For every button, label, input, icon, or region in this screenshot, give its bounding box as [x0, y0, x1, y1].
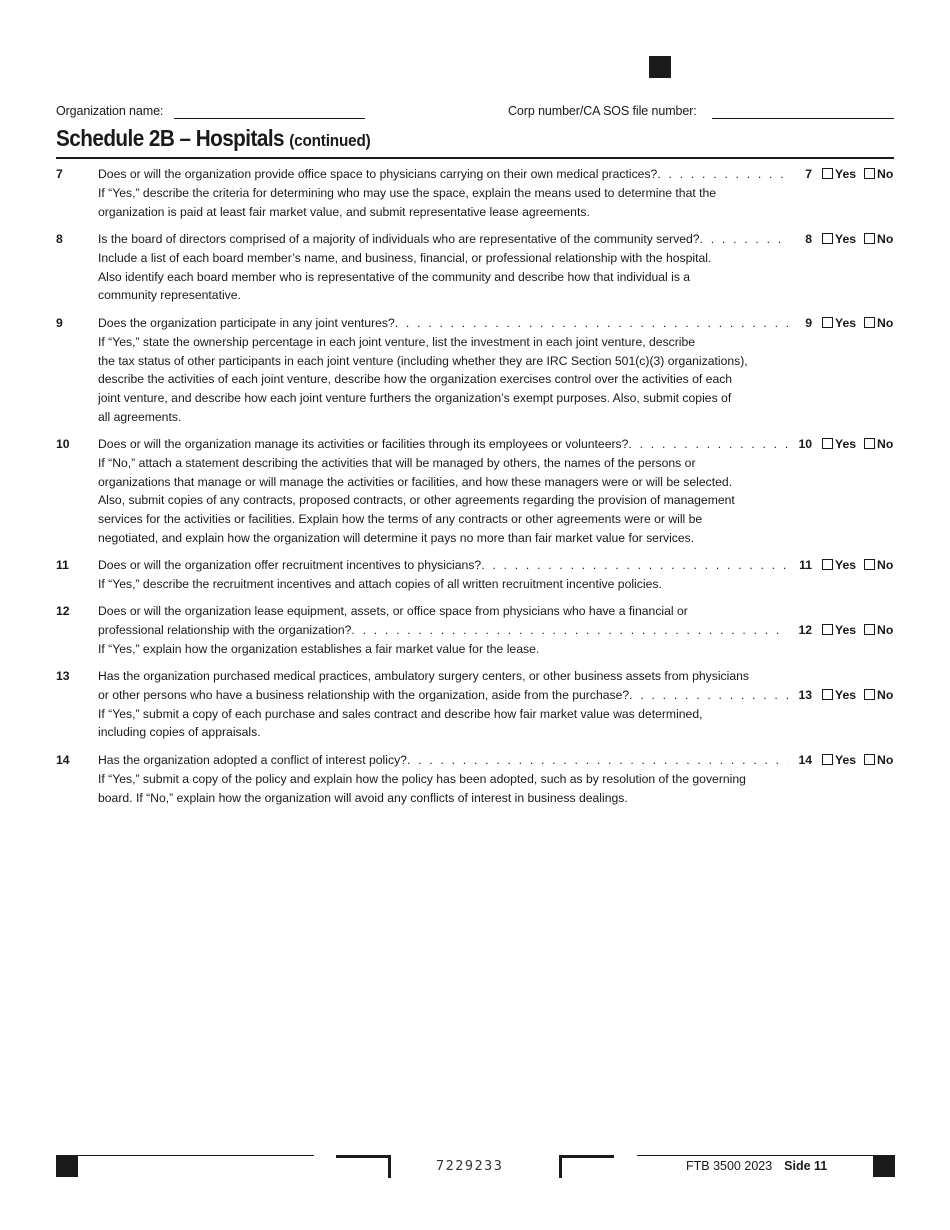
question-line-text: Is the board of directors comprised of a majority of individuals who are representative of the community served?: [98, 232, 700, 246]
yes-checkbox[interactable]: [822, 559, 833, 570]
question-line: [98, 575, 788, 594]
question-line: [98, 640, 788, 659]
question-line: [98, 408, 788, 427]
yes-label: Yes: [835, 558, 857, 572]
question-line: [98, 556, 788, 575]
question-number: 14: [56, 753, 70, 767]
question-line: [98, 621, 788, 640]
yes-checkbox[interactable]: [822, 689, 833, 700]
corner-mark-right: [559, 1155, 614, 1178]
question-number: 7: [56, 167, 63, 181]
question-text: [98, 165, 788, 221]
answer-line-number: 9: [805, 316, 812, 330]
question-number: 9: [56, 316, 63, 330]
yes-label: Yes: [835, 167, 857, 181]
question-line: [98, 751, 788, 770]
yes-checkbox[interactable]: [822, 168, 833, 179]
answer-line-number: 7: [805, 167, 812, 181]
question-line-text: Does or will the organization offer recruitment incentives to physicians?: [98, 558, 482, 572]
org-name-label: Organization name:: [56, 104, 164, 118]
question-text: [98, 230, 788, 305]
answer-group: [784, 435, 894, 454]
no-label: No: [877, 316, 894, 330]
question-line-text: If “Yes,” explain how the organization establishes a fair market value for the lease.: [98, 641, 540, 656]
title-rule: [56, 157, 894, 159]
answer-group: [784, 230, 894, 249]
question-line: [98, 230, 788, 249]
no-label: No: [877, 232, 894, 246]
question-line: [98, 184, 788, 203]
dot-leader: [628, 435, 788, 454]
question-line-text: Also, submit copies of any contracts, proposed contracts, or other agreements regarding the provision of management: [98, 493, 735, 508]
question-line-text: services for the activities or facilities. Explain how the terms of any contracts or other agreements were or will be: [98, 512, 703, 527]
registration-mark-bottom-right: [873, 1155, 895, 1177]
no-label: No: [877, 558, 894, 572]
answer-line-number: 8: [805, 232, 812, 246]
question-line: [98, 723, 788, 742]
question-line: [98, 667, 788, 686]
yes-checkbox[interactable]: [822, 233, 833, 244]
question-line-text: or other persons who have a business relationship with the organization, aside from the purchase?: [98, 687, 630, 702]
yes-label: Yes: [835, 437, 857, 451]
question-line: [98, 529, 788, 548]
question-line: [98, 370, 788, 389]
question-line: [98, 249, 788, 268]
question-line: [98, 286, 788, 305]
question-line-text: Include a list of each board member’s name, and business, financial, or professional relationship with the hospital.: [98, 250, 712, 265]
no-checkbox[interactable]: [864, 233, 875, 244]
dot-leader: [407, 751, 788, 770]
answer-line-number: 14: [798, 753, 812, 767]
answer-group: [784, 686, 894, 705]
registration-mark-bottom-left: [56, 1155, 78, 1177]
no-checkbox[interactable]: [864, 317, 875, 328]
answer-line-number: 11: [799, 558, 812, 572]
question-line-text: If “Yes,” state the ownership percentage in each joint venture, list the investment in each joint venture, describe: [98, 334, 696, 349]
barcode-number: 7229233: [436, 1158, 504, 1174]
question-line-text: If “No,” attach a statement describing the activities that will be managed by others, the names of the persons or: [98, 455, 696, 470]
question-line-text: professional relationship with the organization?: [98, 622, 352, 637]
question-line-text: Does or will the organization provide office space to physicians carrying on their own medical practices?: [98, 167, 658, 181]
form-id-text: FTB 3500 2023: [686, 1159, 773, 1173]
answer-group: [784, 621, 894, 640]
question-line-text: If “Yes,” describe the criteria for determining who may use the space, explain the means used to determine that the: [98, 185, 717, 200]
question-line: [98, 333, 788, 352]
answer-line-number: 10: [798, 437, 812, 451]
question-line: [98, 268, 788, 287]
question-line-text: Has the organization purchased medical practices, ambulatory surgery centers, or other business assets from physicians: [98, 669, 749, 683]
answer-group: [784, 751, 894, 770]
schedule-title: [56, 125, 371, 152]
answer-group: [784, 314, 894, 333]
no-checkbox[interactable]: [864, 689, 875, 700]
question-line: [98, 491, 788, 510]
question-line-text: Also identify each board member who is representative of the community and describe how that individual is a: [98, 269, 691, 284]
question-line-text: Has the organization adopted a conflict of interest policy?: [98, 753, 407, 767]
yes-label: Yes: [835, 753, 857, 767]
question-line-text: describe the activities of each joint venture, describe how the organization exercises control over the activities of each: [98, 372, 733, 387]
schedule-title-text: Schedule 2B – Hospitals: [56, 125, 285, 151]
question-line: [98, 705, 788, 724]
question-text: [98, 751, 788, 807]
side-label: Side 11: [784, 1159, 828, 1173]
yes-checkbox[interactable]: [822, 438, 833, 449]
yes-checkbox[interactable]: [822, 754, 833, 765]
no-checkbox[interactable]: [864, 438, 875, 449]
question-line: [98, 435, 788, 454]
dot-leader: [629, 686, 788, 705]
org-name-field[interactable]: [174, 104, 365, 119]
yes-label: Yes: [835, 622, 857, 637]
question-line: [98, 473, 788, 492]
no-label: No: [877, 622, 894, 637]
question-line-text: If “Yes,” describe the recruitment incentives and attach copies of all written recruitment incentive policies.: [98, 576, 662, 591]
question-line-text: Does the organization participate in any joint ventures?: [98, 316, 395, 330]
question-line-text: joint venture, and describe how each joint venture furthers the organization’s exempt purposes. Also, submit copies of: [98, 391, 732, 406]
answer-line-number: 12: [798, 622, 812, 637]
question-text: [98, 556, 788, 594]
dot-leader: [700, 230, 788, 249]
no-label: No: [877, 753, 894, 767]
question-line-text: board. If “No,” explain how the organization will avoid any conflicts of interest in business dealings.: [98, 790, 628, 805]
question-line-text: organization is paid at least fair market value, and submit representative lease agreements.: [98, 204, 590, 219]
answer-line-number: 13: [798, 687, 812, 702]
question-line-text: If “Yes,” submit a copy of each purchase and sales contract and describe how fair market value was determined,: [98, 706, 703, 721]
question-line: [98, 770, 788, 789]
question-line-text: community representative.: [98, 288, 241, 303]
question-line-text: Does or will the organization lease equipment, assets, or office space from physicians who have a financial or: [98, 604, 688, 618]
dot-leader: [395, 314, 788, 333]
corp-number-field[interactable]: [712, 104, 894, 119]
question-number: 13: [56, 669, 70, 683]
no-checkbox[interactable]: [864, 559, 875, 570]
question-text: [98, 314, 788, 427]
no-label: No: [877, 687, 894, 702]
registration-mark-top: [649, 56, 671, 78]
question-text: [98, 667, 788, 742]
no-checkbox[interactable]: [864, 754, 875, 765]
footer-rule-right: [637, 1155, 873, 1156]
no-label: No: [877, 437, 894, 451]
dot-leader: [657, 165, 788, 184]
answer-group: [784, 165, 894, 184]
corner-mark-left: [336, 1155, 391, 1178]
no-checkbox[interactable]: [864, 168, 875, 179]
question-line: [98, 203, 788, 222]
yes-label: Yes: [835, 232, 857, 246]
question-line: [98, 314, 788, 333]
question-line: [98, 165, 788, 184]
question-line-text: organizations that manage or will manage the activities or facilities, and how these managers were or will be selected.: [98, 474, 733, 489]
question-line: [98, 789, 788, 808]
question-number: 12: [56, 604, 70, 618]
question-text: [98, 602, 788, 658]
dot-leader: [481, 556, 788, 575]
question-line-text: Does or will the organization manage its activities or facilities through its employees or volunteers?: [98, 437, 629, 451]
question-line: [98, 352, 788, 371]
question-line-text: the tax status of other participants in each joint venture (including whether they are IRC Section 501(c)(3) organizations),: [98, 353, 748, 368]
question-line-text: negotiated, and explain how the organization will determine it pays no more than fair market value for services.: [98, 530, 695, 545]
corp-number-label: Corp number/CA SOS file number:: [508, 104, 697, 118]
footer-rule-left: [78, 1155, 314, 1156]
dot-leader: [351, 621, 788, 640]
question-number: 11: [56, 558, 69, 572]
no-checkbox[interactable]: [864, 624, 875, 635]
question-line: [98, 510, 788, 529]
question-line: [98, 454, 788, 473]
schedule-subtitle: (continued): [289, 131, 371, 150]
yes-label: Yes: [835, 687, 857, 702]
question-text: [98, 435, 788, 548]
form-identifier: [686, 1159, 827, 1173]
answer-group: [784, 556, 894, 575]
question-number: 10: [56, 437, 70, 451]
yes-label: Yes: [835, 316, 857, 330]
question-line-text: all agreements.: [98, 409, 182, 424]
yes-checkbox[interactable]: [822, 317, 833, 328]
question-line-text: If “Yes,” submit a copy of the policy and explain how the policy has been adopted, such as by resolution of the governing: [98, 771, 746, 786]
question-line: [98, 602, 788, 621]
question-line: [98, 389, 788, 408]
no-label: No: [877, 167, 894, 181]
question-line-text: including copies of appraisals.: [98, 725, 261, 740]
question-number: 8: [56, 232, 63, 246]
question-line: [98, 686, 788, 705]
yes-checkbox[interactable]: [822, 624, 833, 635]
